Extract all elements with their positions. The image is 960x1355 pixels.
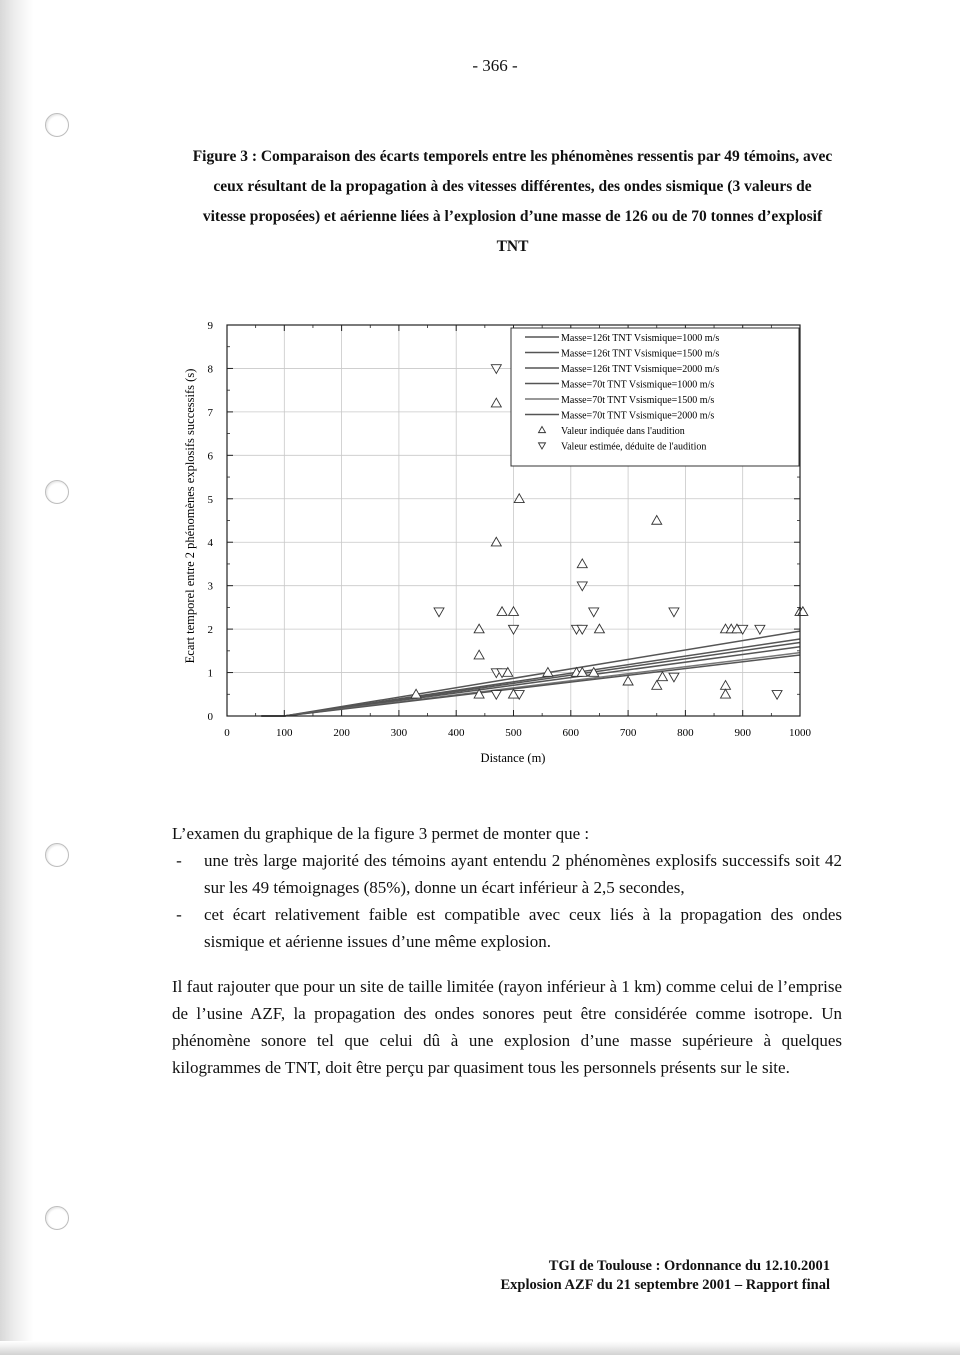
y-tick-label: 1 <box>207 667 213 680</box>
punch-hole <box>45 843 69 867</box>
point-estimated <box>509 625 519 634</box>
scan-bottom-edge <box>0 1341 960 1355</box>
chart-lines <box>261 631 800 716</box>
punch-hole <box>45 113 69 137</box>
point-estimated <box>669 608 679 617</box>
model-line-1 <box>284 631 800 716</box>
chart-svg <box>175 310 835 780</box>
y-tick-label: 0 <box>207 711 213 723</box>
y-tick-label: 9 <box>207 320 213 332</box>
x-tick-label: 700 <box>619 727 637 739</box>
x-tick-label: 1000 <box>789 727 811 739</box>
footer-line-report: Explosion AZF du 21 septembre 2001 – Rapport final <box>500 1277 830 1293</box>
point-estimated <box>669 673 679 682</box>
x-tick-label: 300 <box>390 727 408 739</box>
point-estimated <box>772 691 782 700</box>
scan-left-edge <box>0 0 34 1355</box>
x-tick-label: 800 <box>677 727 694 739</box>
point-estimated <box>755 625 765 634</box>
y-tick-label: 5 <box>207 493 213 506</box>
point-estimated <box>577 582 587 591</box>
chart <box>175 310 835 780</box>
footer-line-court: TGI de Toulouse : Ordonnance du 12.10.2001 <box>548 1258 830 1274</box>
x-tick-label: 200 <box>333 727 350 739</box>
x-tick-label: 900 <box>734 727 751 739</box>
x-tick-label: 0 <box>224 727 230 739</box>
body-text <box>172 820 842 1081</box>
legend-entry: Valeur estimée, déduite de l'audition <box>561 441 707 453</box>
figure-caption: Figure 3 : Comparaison des écarts temporels entre les phénomènes ressentis par 49 témoins, avec ceux résultant de la propagation à des vitesses différentes, des ondes sismique (3 valeurs de vitesse proposées) et aérienne liées à l’explosion d’une masse de 126 ou de 70 tonnes d’explosif TNT <box>192 148 833 255</box>
point-audition <box>657 672 667 681</box>
legend-entry: Masse=126t TNT Vsismique=1500 m/s <box>561 348 720 360</box>
point-audition <box>509 607 519 616</box>
point-audition <box>652 681 662 690</box>
punch-hole <box>45 1206 69 1230</box>
point-estimated <box>491 365 501 374</box>
bullet-text: une très large majorité des témoins ayant entendu 2 phénomènes explosifs successifs soit 42 sur les 49 témoignages (85%), donne un écart inférieur à 2,5 secondes, <box>204 851 842 897</box>
punch-hole <box>45 480 69 504</box>
point-audition <box>652 516 662 525</box>
page-number: - 366 - <box>472 56 518 75</box>
bullet-item <box>172 847 842 901</box>
point-estimated <box>589 608 599 617</box>
y-tick-label: 4 <box>207 537 213 550</box>
y-tick-label: 6 <box>207 450 213 463</box>
x-tick-label: 600 <box>562 727 580 739</box>
point-audition <box>497 607 507 616</box>
point-audition <box>474 650 484 659</box>
point-audition <box>514 494 524 503</box>
bullet-text: cet écart relativement faible est compatible avec ceux liés à la propagation des ondes sismique et aérienne issues d’une même explosion. <box>204 905 842 951</box>
bullet-marker: - <box>176 905 182 924</box>
bullet-marker: - <box>176 851 182 870</box>
point-audition <box>721 681 731 690</box>
point-audition <box>577 559 587 568</box>
y-tick-label: 7 <box>207 406 213 419</box>
main-paragraph: Il faut rajouter que pour un site de taille limitée (rayon inférieur à 1 km) comme celui de l’emprise de l’usine AZF, la propagation des ondes sonores peut être considérée comme isotrope. Un phénomène sonore tel que celui dû à une explosion d’une masse supérieure à quelques kilogrammes de TNT, doit être perçu par quasiment tous les personnels présents sur le site. <box>172 977 842 1077</box>
point-audition <box>623 676 633 685</box>
bullet-list <box>172 847 842 955</box>
point-audition <box>491 398 501 407</box>
y-tick-label: 3 <box>207 580 213 593</box>
point-audition <box>721 689 731 698</box>
legend-entry: Valeur indiquée dans l'audition <box>561 426 685 437</box>
footer <box>500 1257 830 1295</box>
y-axis-label: Ecart temporel entre 2 phénomènes explosifs successifs (s) <box>183 368 197 664</box>
legend-entry: Masse=70t TNT Vsismique=2000 m/s <box>561 410 715 422</box>
point-audition <box>594 624 604 633</box>
legend-entry: Masse=126t TNT Vsismique=2000 m/s <box>561 364 720 375</box>
y-tick-label: 2 <box>207 624 213 637</box>
x-axis-label: Distance (m) <box>480 751 546 765</box>
point-audition <box>474 624 484 633</box>
point-audition <box>491 537 501 546</box>
x-tick-label: 100 <box>276 727 293 739</box>
legend-entry: Masse=126t TNT Vsismique=1000 m/s <box>561 333 720 344</box>
legend-entry: Masse=70t TNT Vsismique=1000 m/s <box>561 379 715 391</box>
bullet-item <box>172 901 842 955</box>
point-estimated <box>434 608 444 617</box>
x-tick-label: 400 <box>447 727 465 739</box>
intro-paragraph: L’examen du graphique de la figure 3 permet de monter que : <box>172 824 590 843</box>
model-line-4 <box>284 647 800 716</box>
x-tick-label: 500 <box>505 727 522 739</box>
point-estimated <box>491 691 501 700</box>
chart-legend <box>511 328 799 466</box>
y-tick-label: 8 <box>207 363 213 376</box>
legend-entry: Masse=70t TNT Vsismique=1500 m/s <box>561 395 715 406</box>
